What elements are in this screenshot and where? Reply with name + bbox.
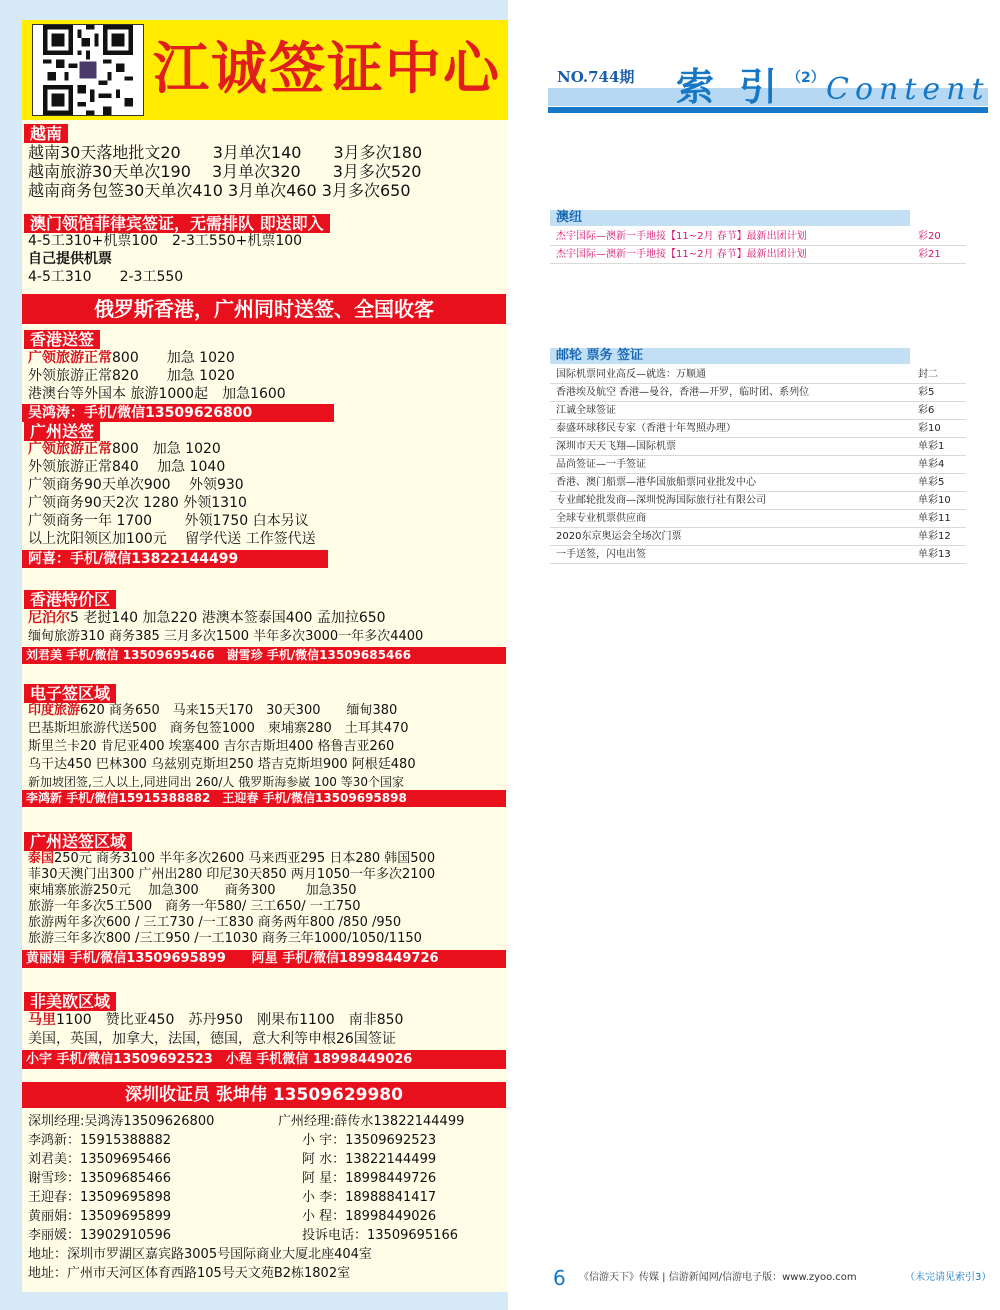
section-header: 澳纽 [550,210,910,226]
index-row[interactable] [550,528,966,546]
index-row-page: 彩20 [918,231,941,242]
index-row-title: 品尚签证—一手签证 [556,459,646,470]
macau-line: 自己提供机票 [28,251,112,267]
index-row-title: 2020东京奥运会全场次门票 [556,531,682,542]
directory-left: 李丽媛：13902910596 [28,1228,171,1243]
vietnam-line: 越南商务包签30天单次410 3月单次460 3月多次650 [28,181,411,200]
index-row-title: 泰盛环球移民专家（香港十年驾照办理） [556,423,736,434]
hk-send-contact: 吴鸿涛：手机/微信13509626800 [22,404,334,422]
directory-right: 投诉电话：13509695166 [302,1228,458,1243]
directory-right: 阿 水：13822144499 [302,1152,437,1167]
index-row[interactable] [550,384,966,402]
gz-area-rest: 250元 商务3100 半年多次2600 马来西亚295 日本280 韩国500 [54,851,436,866]
index-row-title: 香港、澳门船票—港华国旅船票同业批发中心 [556,477,756,488]
directory-right: 广州经理:薛传水13822144499 [278,1114,465,1129]
section-header: 邮轮 票务 签证 [550,348,910,364]
continued-note: （未完请见索引3） [905,1272,992,1283]
gz-send-line: 广领商务90天2次 1280 外领1310 [28,495,247,511]
visa-center-ad [22,20,508,1292]
directory-left: 深圳经理:吴鸿涛13509626800 [28,1114,215,1129]
hk-send-tag: 香港送签 [24,330,100,349]
gz-send-line: 外领旅游正常840 加急 1040 [28,459,226,475]
macau-line: 4-5工310 2-3工550 [28,269,184,285]
ad-header [22,20,508,120]
index-content-word: Content [826,72,990,107]
address-line: 地址：深圳市罗湖区嘉宾路3005号国际商业大厦北座404室 [28,1247,372,1262]
index-row-page: 单彩13 [918,549,951,560]
index-row-page: 单彩10 [918,495,951,506]
evisa-highlight: 印度旅游 [28,703,81,718]
index-row-title: 专业邮轮批发商—深圳悦海国际旅行社有限公司 [556,495,766,506]
index-row-title: 江诚全球签证 [556,405,616,416]
vietnam-line: 越南旅游30天单次190 3月单次320 3月多次520 [28,162,422,181]
gz-send-line: 广领商务90天单次900 外领930 [28,477,244,493]
index-row[interactable] [550,492,966,510]
russia-banner: 俄罗斯香港，广州同时送签、全国收客 [22,294,506,324]
gz-area-highlight: 泰国 [28,851,55,866]
directory-left: 黄丽娟：13509695899 [28,1209,171,1224]
index-row-page: 单彩12 [918,531,951,542]
hk-send-line: 外领旅游正常820 加急 1020 [28,368,235,384]
hk-send-rest: 800 加急 1020 [112,350,235,366]
macau-line: 4-5工310+机票100 2-3工550+机票100 [28,233,303,249]
qr-code-icon [32,24,144,116]
hk-special-contact: 刘君美 手机/微信 13509695466 谢雪珍 手机/微信13509685466 [22,647,506,664]
index-row-title: 深圳市天天飞翔—国际机票 [556,441,676,452]
index-row[interactable] [550,510,966,528]
evisa-line: 乌干达450 巴林300 乌兹别克斯坦250 塔吉克斯坦900 阿根廷480 [28,757,416,772]
africa-tag: 非美欧区域 [24,992,116,1011]
gz-area-contact: 黄丽娟 手机/微信13509695899 阿星 手机/微信18998449726 [22,950,506,968]
evisa-line: 巴基斯坦旅游代送500 商务包签1000 柬埔寨280 土耳其470 [28,721,409,736]
evisa-line: 新加坡团签,三人以上,同进同出 260/人 俄罗斯海参崴 100 等30个国家 [28,775,405,789]
directory-left: 刘君美：13509695466 [28,1152,171,1167]
index-row-title: 香港埃及航空 香港—曼谷，香港—开罗，临时团、系列位 [556,387,810,398]
index-row[interactable] [550,228,966,246]
index-row[interactable] [550,546,966,564]
index-row[interactable] [550,456,966,474]
directory-right: 小 李：18988841417 [302,1190,437,1205]
address-line: 地址：广州市天河区体育西路105号天文苑B2栋1802室 [28,1266,351,1281]
index-row-page: 单彩1 [918,441,945,452]
gz-area-line: 旅游三年多次800 /三工950 /一工1030 商务三年1000/1050/1150 [28,931,422,946]
africa-contact: 小宇 手机/微信13509692523 小程 手机微信 18998449026 [22,1050,506,1069]
gz-area-line: 菲30天澳门出300 广州出280 印尼30天850 两月1050一年多次2100 [28,867,436,882]
hk-send-highlight: 广领旅游正常 [28,350,112,366]
vietnam-tag: 越南 [24,124,68,143]
africa-highlight: 马里 [28,1012,56,1028]
gz-send-line [28,441,506,458]
ad-title: 江诚签证中心 [153,37,501,102]
hk-special-highlight: 尼泊尔 [28,610,70,626]
africa-line: 美国，英国，加拿大，法国，德国，意大利等申根26国签证 [28,1031,396,1047]
gz-area-line: 柬埔寨旅游250元 加急300 商务300 加急350 [28,883,357,898]
gz-send-contact: 阿喜：手机/微信13822144499 [22,550,328,568]
index-row-title: 全球专业机票供应商 [556,513,646,524]
index-row-page: 彩5 [918,387,935,398]
directory-left: 李鸿新：15915388882 [28,1133,171,1148]
gz-area-tag: 广州送签区域 [24,832,132,851]
hk-special-line [28,610,506,627]
hk-send-line [28,350,506,367]
index-row-page: 彩6 [918,405,935,416]
evisa-line [28,703,506,719]
index-row[interactable] [550,474,966,492]
page-footer [553,1266,1000,1290]
index-row-title: 国际机票同业高反—就选：万顺通 [556,369,706,380]
hk-special-tag: 香港特价区 [24,590,116,609]
gz-send-tag: 广州送签 [24,422,100,441]
index-row-page: 彩10 [918,423,941,434]
index-row-title: 杰宇国际—澳新一手地接【11~2月 春节】最新出团计划 [556,249,807,260]
africa-line [28,1012,506,1029]
gz-send-highlight: 广领旅游正常 [28,441,112,457]
directory-left: 王迎春：13509695898 [28,1190,171,1205]
index-row-page: 彩21 [918,249,941,260]
gz-send-line: 以上沈阳领区加100元 留学代送 工作签代送 [28,531,316,547]
africa-rest: 1100 赞比亚450 苏丹950 刚果布1100 南非850 [56,1012,404,1028]
index-row[interactable] [550,246,966,264]
publication-info: 《信游天下》传媒 | 信游新闻网/信游电子版：www.zyoo.com [579,1272,857,1283]
directory-right: 小 宇：13509692523 [302,1133,437,1148]
gz-area-line: 旅游一年多次5工500 商务一年580/ 三工650/ 一工750 [28,899,361,914]
index-row-page: 单彩11 [918,513,951,524]
gz-send-rest: 800 加急 1020 [112,441,221,457]
gz-area-line [28,851,506,867]
index-row-title: 杰宇国际—澳新一手地接【11~2月 春节】最新出团计划 [556,231,807,242]
hk-send-line: 港澳台等外国本 旅游1000起 加急1600 [28,386,286,402]
index-title: 索 引 [676,65,784,109]
index-row[interactable] [550,366,966,384]
index-row[interactable] [550,402,966,420]
index-row-page: 封二 [918,369,938,380]
hk-special-rest: 5 老挝140 加急220 港澳本签泰国400 孟加拉650 [70,610,386,626]
index-row[interactable] [550,438,966,456]
index-row[interactable] [550,420,966,438]
evisa-rest: 620 商务650 马来15天170 30天300 缅甸380 [80,703,398,718]
directory-right: 阿 星：18998449726 [302,1171,437,1186]
hk-special-line: 缅甸旅游310 商务385 三月多次1500 半年多次3000一年多次4400 [28,629,424,644]
index-row-page: 单彩5 [918,477,945,488]
evisa-line: 斯里兰卡20 肯尼亚400 埃塞400 吉尔吉斯坦400 格鲁吉亚260 [28,739,395,754]
issue-number: NO.744期 [557,68,635,86]
macau-tag: 澳门领馆菲律宾签证，无需排队 即送即入 [24,214,330,233]
index-subtitle: （2） [787,70,825,86]
evisa-contact: 李鸿新 手机/微信15915388882 王迎春 手机/微信13509695898 [22,790,506,807]
directory-right: 小 程：18998449026 [302,1209,437,1224]
shenzhen-banner: 深圳收证员 张坤伟 13509629980 [22,1082,506,1108]
directory-left: 谢雪珍：13509685466 [28,1171,171,1186]
gz-area-line: 旅游两年多次600 / 三工730 /一工830 商务两年800 /850 /950 [28,915,402,930]
gz-send-line: 广领商务一年 1700 外领1750 白本另议 [28,513,309,529]
page-number: 6 [553,1266,566,1290]
evisa-tag: 电子签区域 [24,684,116,703]
index-row-title: 一手送签，闪电出签 [556,549,646,560]
index-row-page: 单彩4 [918,459,945,470]
vietnam-line: 越南30天落地批文20 3月单次140 3月多次180 [28,143,423,162]
